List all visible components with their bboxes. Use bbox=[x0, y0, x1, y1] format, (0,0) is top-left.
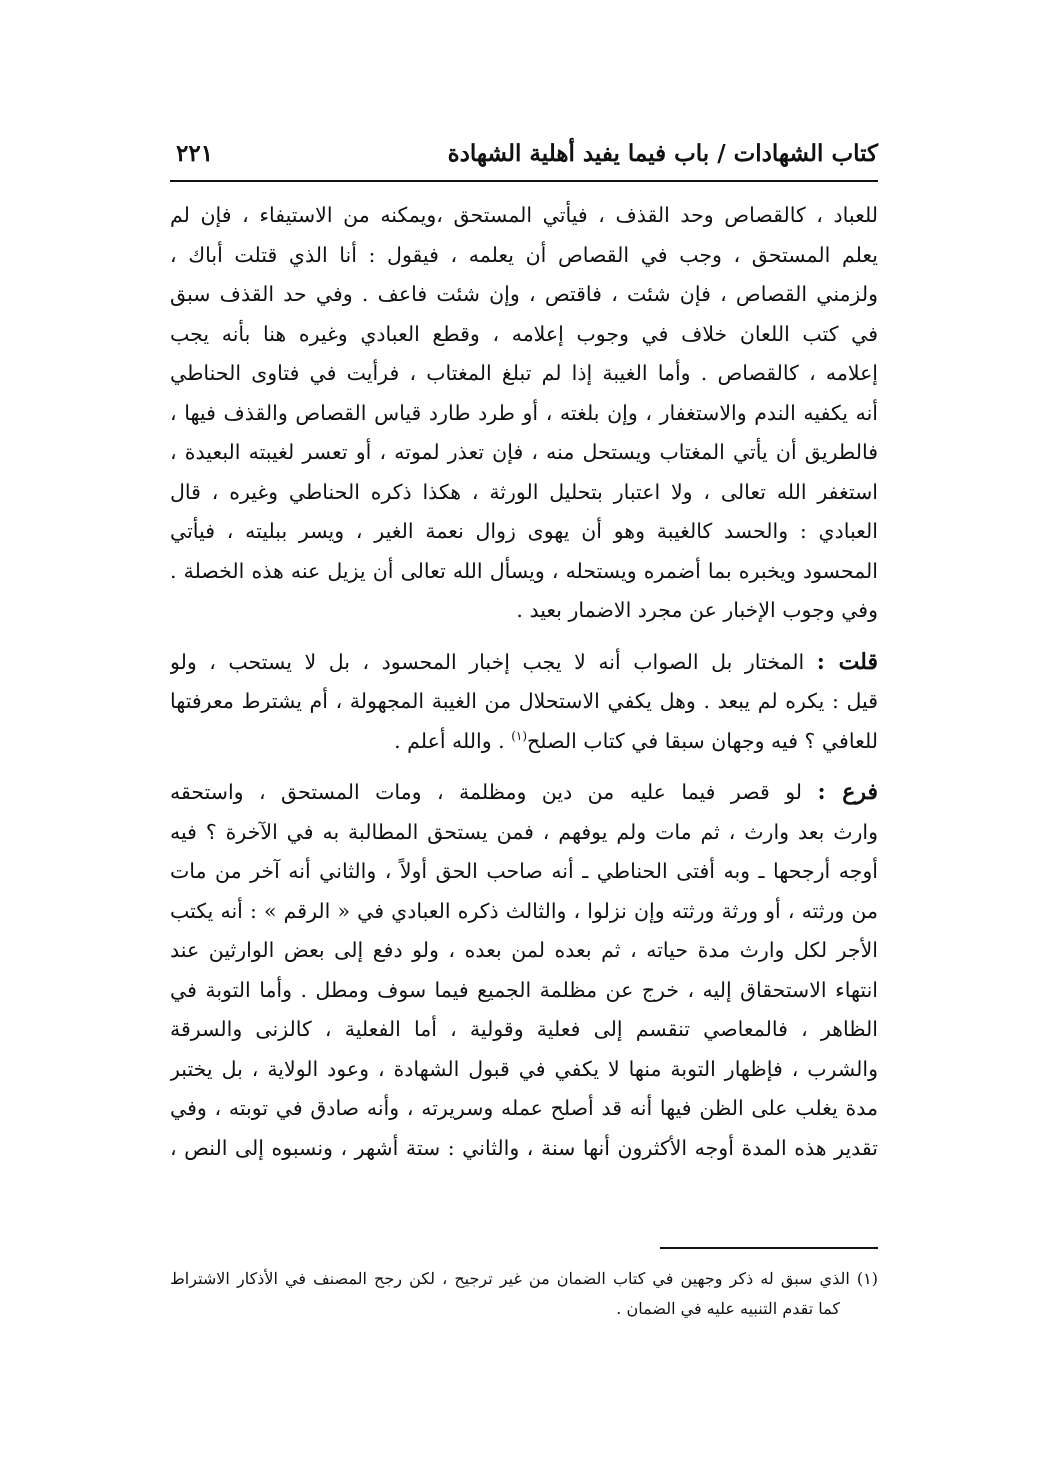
text-line: العبادي : والحسد كالغيبة وهو أن يهوى زوال نعمة الغير ، ويسر ببليته ، فيأتي bbox=[170, 519, 878, 543]
text-line: أوجه أرجحها ـ وبه أفتى الحناطي ـ أنه صاحب الحق أولاً ، والثاني أنه آخر من مات bbox=[170, 859, 878, 883]
text-line: من ورثته ، أو ورثة ورثته وإن نزلوا ، والثالث ذكره العبادي في « الرقم » : أنه يكتب bbox=[170, 898, 878, 923]
text-line: فالطريق أن يأتي المغتاب ويستحل منه ، فإن تعذر لموته ، أو تعسر لغيبته البعيدة ، bbox=[170, 440, 878, 464]
text-run: والله أعلم . bbox=[394, 728, 492, 753]
footnote-number: (١) bbox=[856, 1269, 878, 1288]
footnote-line bbox=[170, 1264, 878, 1294]
text-line: استغفر الله تعالى ، ولا اعتبار بتحليل الورثة ، هكذا ذكره الحناطي وغيره ، قال bbox=[170, 479, 878, 504]
page-number: ٢٢١ bbox=[176, 140, 214, 167]
text-line: ولزمني القصاص ، فإن شئت ، فاقتص ، وإن شئت فاعف . وفي حد القذف سبق bbox=[170, 282, 878, 306]
footnote-line: كما تقدم التنبيه عليه في الضمان . bbox=[616, 1299, 840, 1318]
text-line: أنه يكفيه الندم والاستغفار ، وإن بلغته ، أو طرد طارد قياس القصاص والقذف فيها ، bbox=[170, 400, 878, 425]
text-line: وفي وجوب الإخبار عن مجرد الاضمار بعيد . bbox=[516, 598, 878, 622]
paragraph-1 bbox=[170, 196, 878, 631]
text-run: لو قصر فيما عليه من دين ومظلمة ، ومات المستحق ، واستحقه bbox=[170, 780, 803, 804]
text-line: الظاهر ، فالمعاصي تنقسم إلى فعلية وقولية ، أما الفعلية ، كالزنى والسرقة bbox=[170, 1017, 878, 1041]
header-rule bbox=[170, 180, 878, 182]
header-title: كتاب الشهادات / باب فيما يفيد أهلية الشهادة bbox=[447, 140, 878, 167]
text-line: والشرب ، فإظهار التوبة منها لا يكفي في قبول الشهادة ، وعود الولاية ، بل يختبر bbox=[170, 1056, 878, 1081]
text-line: قيل : يكره لم يبعد . وهل يكفي الاستحلال من الغيبة المجهولة ، أم يشترط معرفتها bbox=[170, 689, 878, 713]
paragraph-2 bbox=[170, 643, 878, 762]
footnote-marker: (١) bbox=[511, 728, 528, 743]
text-line: للعافي ؟ فيه وجهان سبقا في كتاب الصلح$^{(١)}$ . والله أعلم . bbox=[394, 728, 878, 753]
paragraph-lead: قلت : bbox=[816, 648, 878, 675]
text-line bbox=[170, 773, 878, 813]
text-run: للعافي ؟ فيه وجهان سبقا في كتاب الصلح bbox=[527, 728, 878, 753]
text-run: المختار بل الصواب أنه لا يجب إخبار المحسود ، بل لا يستحب ، ولو bbox=[170, 649, 805, 674]
text-line: إعلامه ، كالقصاص . وأما الغيبة إذا لم تبلغ المغتاب ، فرأيت في فتاوى الحناطي bbox=[170, 361, 878, 385]
text-line bbox=[170, 643, 878, 683]
text-line: مدة يغلب على الظن فيها أنه قد أصلح عمله وسريرته ، وأنه صادق في توبته ، وفي bbox=[170, 1096, 878, 1120]
footnote bbox=[170, 1264, 878, 1324]
running-header bbox=[170, 138, 878, 176]
footnote-rule bbox=[660, 1247, 878, 1249]
text-line: وارث بعد وارث ، ثم مات ولم يوفهم ، فمن يستحق المطالبة به في الآخرة ؟ فيه bbox=[170, 819, 878, 844]
text-line: يعلم المستحق ، وجب في القصاص أن يعلمه ، فيقول : أنا الذي قتلت أباك ، bbox=[170, 242, 878, 267]
paragraph-lead: فرع : bbox=[817, 779, 878, 805]
text-line: الأجر لكل وارث مدة حياته ، ثم بعده لمن بعده ، ولو دفع إلى بعض الوارثين عند bbox=[170, 938, 878, 962]
text-line: المحسود ويخبره بما أضمره ويستحله ، ويسأل الله تعالى أن يزيل عنه هذه الخصلة . bbox=[170, 558, 878, 583]
footnote-text: الذي سبق له ذكر وجهين في كتاب الضمان من غير ترجيح ، لكن رجح المصنف في الأذكار الاشتراط bbox=[170, 1269, 850, 1288]
text-line: للعباد ، كالقصاص وحد القذف ، فيأتي المستحق ،ويمكنه من الاستيفاء ، فإن لم bbox=[170, 203, 878, 227]
main-text bbox=[170, 196, 878, 1168]
text-line: في كتب اللعان خلاف في وجوب إعلامه ، وقطع العبادي وغيره هنا بأنه يجب bbox=[170, 321, 878, 346]
text-line: انتهاء الاستحقاق إليه ، خرج عن مظلمة الجميع فيما سوف ومطل . وأما التوبة في bbox=[170, 977, 878, 1002]
text-line: تقدير هذه المدة أوجه الأكثرون أنها سنة ، والثاني : ستة أشهر ، ونسبوه إلى النص ، bbox=[170, 1135, 878, 1160]
paragraph-3 bbox=[170, 773, 878, 1168]
